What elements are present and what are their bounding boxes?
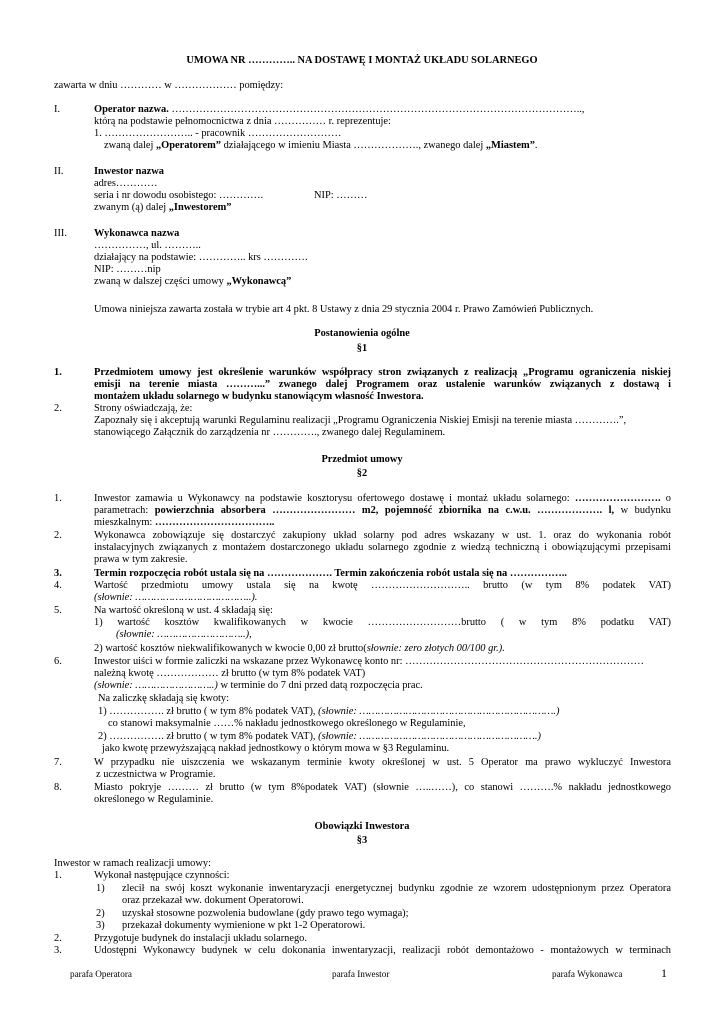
party-1-line-3: 1. …………………….. - pracownik ………………………	[94, 128, 342, 139]
contract-title: UMOWA NR ………….. NA DOSTAWĘ I MONTAŻ UKŁADU SOLARNEGO	[186, 55, 538, 66]
s2-item-5-line-3: (słownie: ………………………..),	[116, 629, 252, 640]
party-2-nip: NIP: ………	[314, 190, 368, 201]
party-2-name: Inwestor nazwa	[94, 166, 164, 177]
s2-item-5-line-2: 1) wartość kosztów kwalifikowanych w kwocie ………………………brutto ( w tym 8% podatku VAT)	[94, 617, 671, 628]
s3-item-1-1-number: 1)	[96, 883, 105, 894]
s2-item-1-line-1: Inwestor zamawia u Wykonawcy na podstawie kosztorysu ofertowego dostawę i montaż układu solarnego: ……………………. o	[94, 493, 671, 504]
s2-item-1-line-2: parametrach: powierzchnia absorbera …………………… m2, pojemność zbiornika na c.w.u. ………………. l, w budynku	[94, 505, 671, 516]
s2-item-1-line-3: mieszkalnym: ……………………………..	[94, 517, 275, 528]
s3-item-1-text: Wykonał następujące czynności:	[94, 870, 230, 881]
party-2-id: seria i nr dowodu osobistego: ………….	[94, 190, 264, 201]
footer-initials-operator: parafa Operatora	[70, 969, 132, 979]
s3-item-1-1-line-2: oraz przekazał ww. dokument Operatorowi.	[122, 895, 304, 906]
s2-item-8-line-1: Miasto pokryje ……… zł brutto (w tym 8%podatek VAT) (słownie …..……), co stanowi ……….% nakładu jednostkowego	[94, 782, 671, 793]
s2-item-3-number: 3.	[54, 568, 62, 579]
party-2-number: II.	[54, 166, 64, 177]
s2-item-7-number: 7.	[54, 757, 62, 768]
s2-item-5-number: 5.	[54, 605, 62, 616]
s2-item-6-line-1: Inwestor uiści w formie zaliczki na wskazane przez Wykonawcę konto nr: ……………………………………………………………	[94, 656, 645, 667]
s2-item-6-line-4: Na zaliczkę składają się kwoty:	[98, 693, 229, 704]
s2-item-3-text: Termin rozpoczęcia robót ustala się na ………………. Termin zakończenia robót ustala się na ……………..	[94, 568, 567, 579]
section-3-heading: Obowiązki Inwestora	[314, 821, 410, 832]
party-3-address: ……………, ul. ………..	[94, 240, 201, 251]
party-2-alias: zwanym (ą) dalej „Inwestorem”	[94, 202, 232, 213]
s1-item-1-line-3: montażem układu solarnego w budynku stanowiącym własność Inwestora.	[94, 391, 424, 402]
section-2-paragraph-sign: §2	[356, 468, 368, 479]
party-3-basis: działający na podstawie: ………….. krs ………….	[94, 252, 308, 263]
party-1-line-4: zwaną dalej „Operatorem” działającego w imieniu Miasta ………………., zwanego dalej „Miastem”.	[104, 140, 538, 151]
s3-item-3-number: 3.	[54, 945, 62, 956]
s2-item-7-line-1: W przypadku nie uiszczenia we wskazanym terminie kwoty określonej w ust. 5 Operator ma prawo wykluczyć Inwestora	[94, 757, 671, 768]
s2-item-6-line-7: 2) ……………. zł brutto ( w tym 8% podatek VAT), (słownie: ………………………………………………….)	[98, 731, 541, 742]
s2-item-6-number: 6.	[54, 656, 62, 667]
s3-item-3-text: Udostępni Wykonawcy budynek w celu dokonania inwentaryzacji, realizacji robót demontażowo - montażowych w terminach	[94, 945, 671, 956]
s2-item-2-number: 2.	[54, 530, 62, 541]
page-number: 1	[661, 966, 667, 980]
s1-item-2-line-2: Zapoznały się i akceptują warunki Regulaminu realizacji „Programu Ograniczenia Niskiej Emisji na terenie miasta ………….”,	[94, 415, 627, 426]
s2-item-6-line-8: jako kwotę przewyższającą nakład jednostkowy o którym mowa w §3 Regulaminu.	[102, 743, 450, 754]
s2-item-4-line-2: (słownie: ………………………………..).	[94, 592, 258, 603]
section-3-paragraph-sign: §3	[356, 835, 368, 846]
s2-item-4-number: 4.	[54, 580, 62, 591]
s3-item-1-1-line-1: zlecił na swój koszt wykonanie inwentaryzacji energetycznej budynku zgodnie ze wzorem udostępnionym przez Operatora	[122, 883, 671, 894]
intro-line: zawarta w dniu ………… w ……………… pomiędzy:	[54, 80, 284, 91]
s3-item-1-3-text: przekazał dokumenty wymienione w pkt 1-2 Operatorowi.	[122, 920, 366, 931]
s1-item-1-number: 1.	[54, 367, 62, 378]
s2-item-5-line-1: Na wartość określoną w ust. 4 składają się:	[94, 605, 273, 616]
s2-item-8-number: 8.	[54, 782, 62, 793]
party-3-nip: NIP: ………nip	[94, 264, 161, 275]
footer-initials-investor: parafa Inwestor	[332, 969, 390, 979]
s2-item-5-line-4: 2) wartość kosztów niekwalifikowanych w kwocie 0,00 zł brutto(słownie: zero złotych 00/100 gr.).	[94, 643, 505, 654]
party-3-name: Wykonawca nazwa	[94, 228, 180, 239]
s3-item-1-3-number: 3)	[96, 920, 105, 931]
section-1-paragraph-sign: §1	[356, 343, 368, 354]
section-2-heading: Przedmiot umowy	[321, 454, 403, 465]
s1-item-1-line-1: Przedmiotem umowy jest określenie warunków współpracy stron związanych z realizacją „Programu ograniczenia niskiej	[94, 367, 671, 378]
legal-basis: Umowa niniejsza zawarta została w trybie art 4 pkt. 8 Ustawy z dnia 29 stycznia 2004 r. Prawo Zamówień Publicznych.	[94, 304, 594, 315]
s1-item-1-line-2: emisji na terenie miasta ………...” zwanego dalej Programem oraz ustalenie warunków związanych z dostawą i	[94, 379, 671, 390]
s3-item-2-number: 2.	[54, 933, 62, 944]
s3-item-1-2-text: uzyskał stosowne pozwolenia budowlane (gdy prawo tego wymaga);	[122, 908, 409, 919]
s2-item-2-line-2: instalacyjnych związanych z montażem dostarczonego układu solarnego zgodnie z wiedzą techniczną i obowiązującymi przepisami	[94, 542, 671, 553]
s3-item-1-2-number: 2)	[96, 908, 105, 919]
footer-initials-contractor: parafa Wykonawca	[552, 969, 623, 979]
s2-item-6-line-5: 1) ……………. zł brutto ( w tym 8% podatek VAT), (słownie: ……………………………………………………….)	[98, 706, 560, 717]
s2-item-4-line-1: Wartość przedmiotu umowy ustala się na kwotę ……………………….. brutto (w tym 8% podatek VAT)	[94, 580, 671, 591]
s2-item-1-number: 1.	[54, 493, 62, 504]
section-1-heading: Postanowienia ogólne	[314, 328, 410, 339]
s3-item-1-number: 1.	[54, 870, 62, 881]
party-1-name-line: Operator nazwa. ………………………………………………………………………………………………………..,	[94, 104, 585, 115]
s2-item-6-line-3: (słownie: ……………………..) w terminie do 7 dni przed datą rozpoczęcia prac.	[94, 680, 423, 691]
party-2-address: adres…………	[94, 178, 158, 189]
s2-item-6-line-2: należną kwotę ……………… zł brutto (w tym 8% podatek VAT)	[94, 668, 366, 679]
s3-intro: Inwestor w ramach realizacji umowy:	[54, 858, 211, 869]
party-1-line-2: którą na podstawie pełnomocnictwa z dnia …………… r. reprezentuje:	[94, 116, 391, 127]
s2-item-7-line-2: z uczestnictwa w Programie.	[96, 769, 216, 780]
party-3-alias: zwaną w dalszej części umowy „Wykonawcą”	[94, 276, 292, 287]
party-1-number: I.	[54, 104, 61, 115]
s3-item-2-text: Przygotuje budynek do instalacji układu solarnego.	[94, 933, 307, 944]
s2-item-6-line-6: co stanowi maksymalnie ……% nakładu jednostkowego określonego w Regulaminie,	[108, 718, 466, 729]
s2-item-2-line-3: prawa w tym zakresie.	[94, 554, 188, 565]
s2-item-2-line-1: Wykonawca zobowiązuje się dostarczyć zakupiony układ solarny pod adres wskazany w ust. 1. oraz do wykonania robót	[94, 530, 671, 541]
s1-item-2-line-3: stanowiącego Załącznik do zarządzenia nr …………., zwanego dalej Regulaminem.	[94, 427, 446, 438]
s1-item-2-line-1: Strony oświadczają, że:	[94, 403, 193, 414]
s2-item-8-line-2: określonego w Regulaminie.	[94, 794, 214, 805]
s1-item-2-number: 2.	[54, 403, 62, 414]
party-3-number: III.	[54, 228, 67, 239]
